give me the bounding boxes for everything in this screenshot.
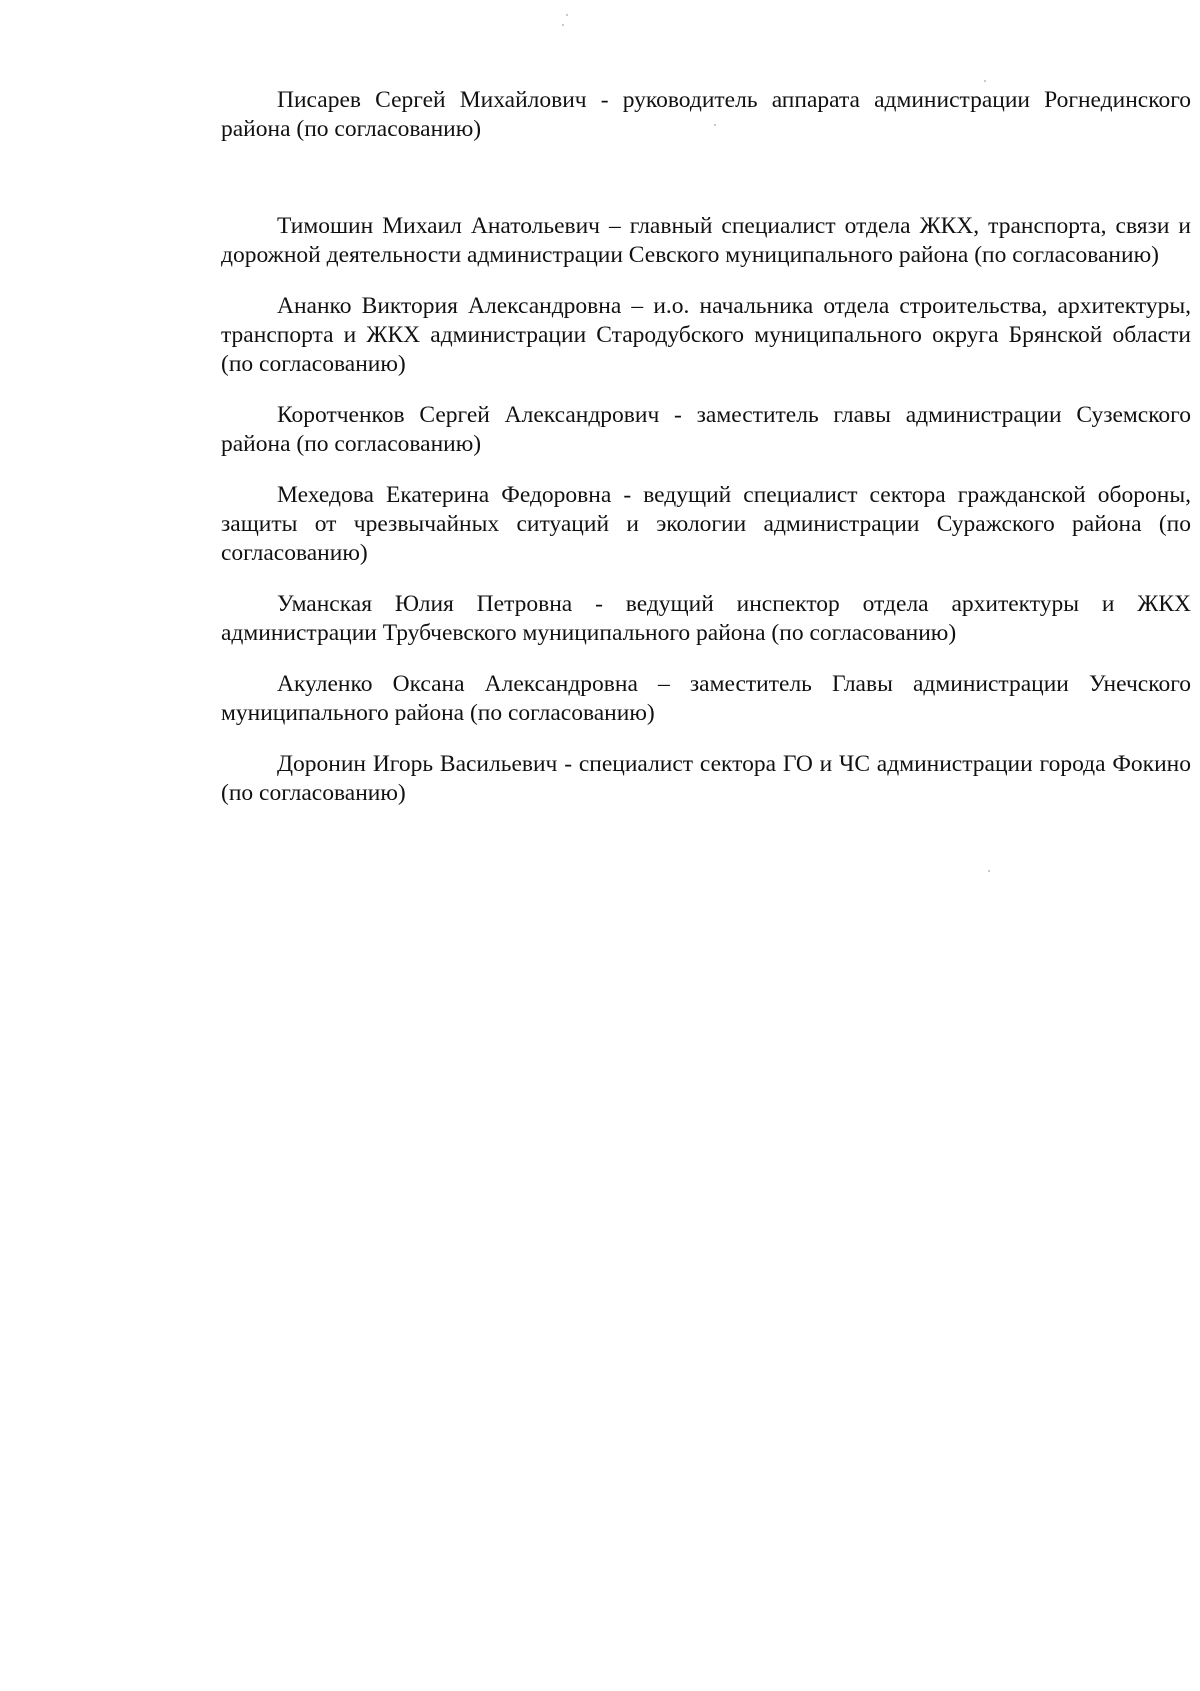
list-item: Писарев Сергей Михайлович - руководитель аппарата администрации Рогнединского района (по согласованию) xyxy=(221,87,1191,142)
list-item: Уманская Юлия Петровна - ведущий инспектор отдела архитектуры и ЖКХ администрации Трубчевского муниципального района (по согласованию) xyxy=(221,591,1191,646)
list-item: Ананко Виктория Александровна – и.о. начальника отдела строительства, архитектуры, транспорта и ЖКХ администрации Стародубского муниципального округа Брянской области (по согласованию) xyxy=(221,293,1191,377)
list-item: Доронин Игорь Васильевич - специалист сектора ГО и ЧС администрации города Фокино (по согласованию) xyxy=(221,751,1191,806)
scan-speck xyxy=(988,870,990,872)
list-item: Акуленко Оксана Александровна – заместитель Главы администрации Унечского муниципального района (по согласованию) xyxy=(221,671,1191,726)
scan-speck xyxy=(562,24,564,26)
scan-speck xyxy=(566,14,568,16)
list-item: Коротченков Сергей Александрович - заместитель главы администрации Суземского района (по согласованию) xyxy=(221,402,1191,457)
scan-speck xyxy=(984,80,986,82)
document-body xyxy=(221,86,1191,830)
list-item: Мехедова Екатерина Федоровна - ведущий специалист сектора гражданской обороны, защиты от чрезвычайных ситуаций и экологии администрации Суражского района (по согласованию) xyxy=(221,482,1191,566)
list-item: Тимошин Михаил Анатольевич – главный специалист отдела ЖКХ, транспорта, связи и дорожной деятельности администрации Севского муниципального района (по согласованию) xyxy=(221,213,1191,268)
